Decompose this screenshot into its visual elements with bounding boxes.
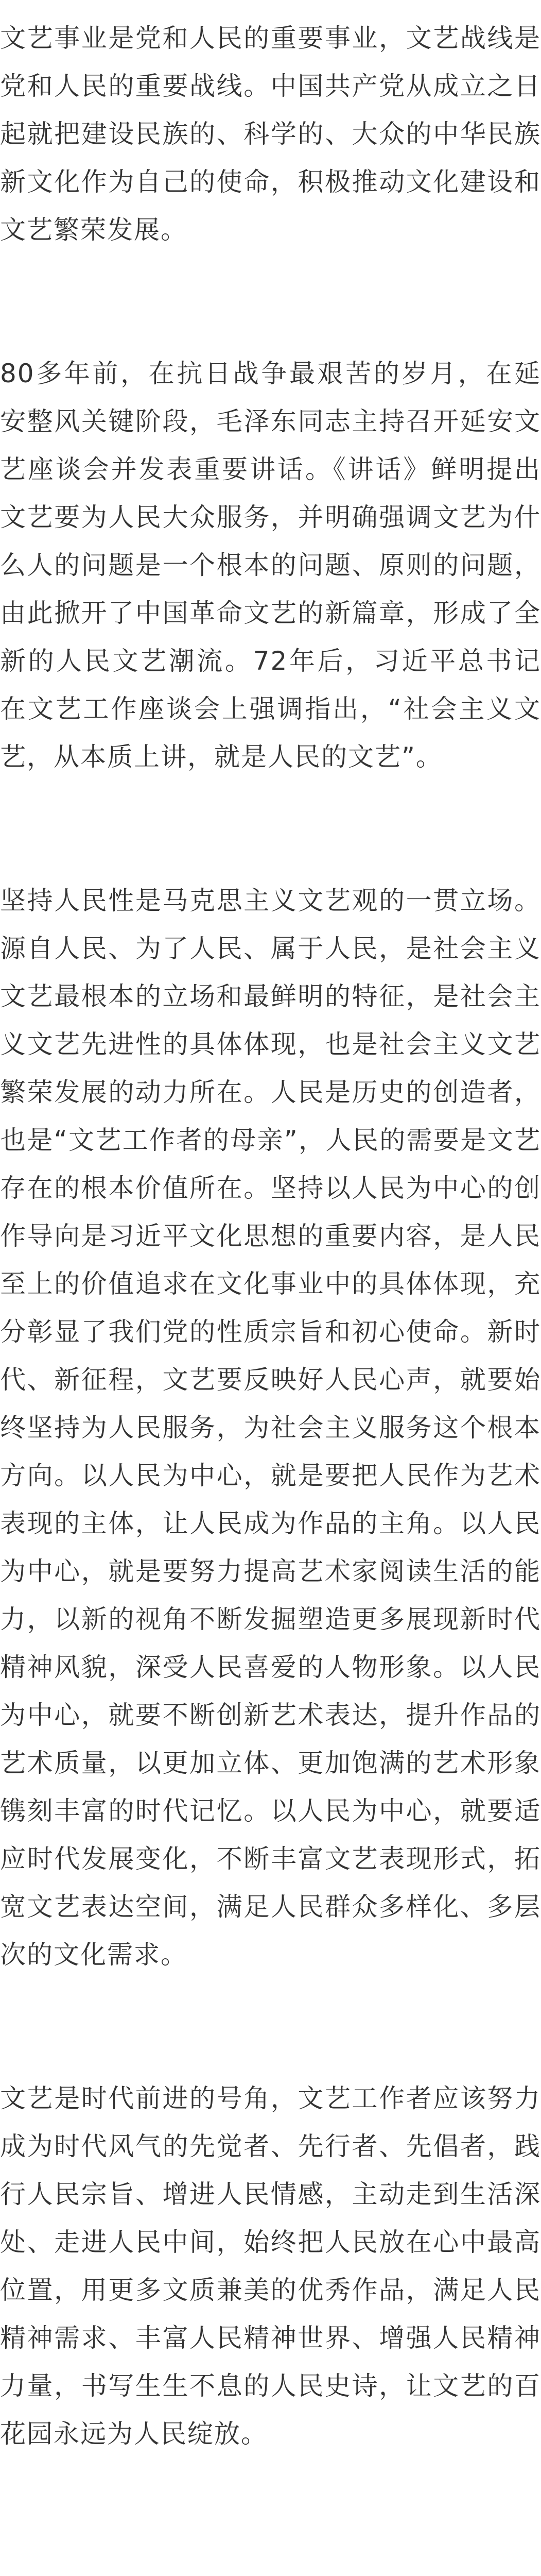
- paragraph-spacer: [0, 254, 541, 350]
- paragraph-yanan-forum: 80多年前，在抗日战争最艰苦的岁月，在延安整风关键阶段，毛泽东同志主持召开延安文艺座谈会并发表重要讲话。《讲话》鲜明提出文艺要为人民大众服务，并明确强调文艺为什么人的问题是一个根本的问题、原则的问题，由此掀开了中国革命文艺的新篇章，形成了全新的人民文艺潮流。72年后，习近平总书记在文艺工作座谈会上强调指出，“社会主义文艺，从本质上讲，就是人民的文艺”。: [0, 359, 541, 772]
- paragraph-horn-of-era: 文艺是时代前进的号角，文艺工作者应该努力成为时代风气的先觉者、先行者、先倡者，践行人民宗旨、增进人民情感，主动走到生活深处、走进人民中间，始终把人民放在心中最高位置，用更多文质兼美的优秀作品，满足人民精神需求、丰富人民精神世界、增强人民精神力量，书写生生不息的人民史诗，让文艺的百花园永远为人民绽放。: [0, 2083, 541, 2449]
- paragraph-people-centered: 坚持人民性是马克思主义文艺观的一贯立场。源自人民、为了人民、属于人民，是社会主义文艺最根本的立场和最鲜明的特征，是社会主义文艺先进性的具体体现，也是社会主义文艺繁荣发展的动力所在。人民是历史的创造者，也是“文艺工作者的母亲”，人民的需要是文艺存在的根本价值所在。坚持以人民为中心的创作导向是习近平文化思想的重要内容，是人民至上的价值追求在文化事业中的具体体现，充分彰显了我们党的性质宗旨和初心使命。新时代、新征程，文艺要反映好人民心声，就要始终坚持为人民服务，为社会主义服务这个根本方向。以人民为中心，就是要把人民作为艺术表现的主体，让人民成为作品的主角。以人民为中心，就是要努力提高艺术家阅读生活的能力，以新的视角不断发掘塑造更多展现新时代精神风貌，深受人民喜爱的人物形象。以人民为中心，就要不断创新艺术表达，提升作品的艺术质量，以更加立体、更加饱满的艺术形象镌刻丰富的时代记忆。以人民为中心，就要适应时代发展变化，不断丰富文艺表现形式，拓宽文艺表达空间，满足人民群众多样化、多层次的文化需求。: [0, 886, 541, 1970]
- paragraph-spacer: [0, 1979, 541, 2075]
- paragraph-spacer: [0, 781, 541, 877]
- paragraph-cultural-cause: 文艺事业是党和人民的重要事业，文艺战线是党和人民的重要战线。中国共产党从成立之日起就把建设民族的、科学的、大众的中华民族新文化作为自己的使命，积极推动文化建设和文艺繁荣发展。: [0, 23, 541, 245]
